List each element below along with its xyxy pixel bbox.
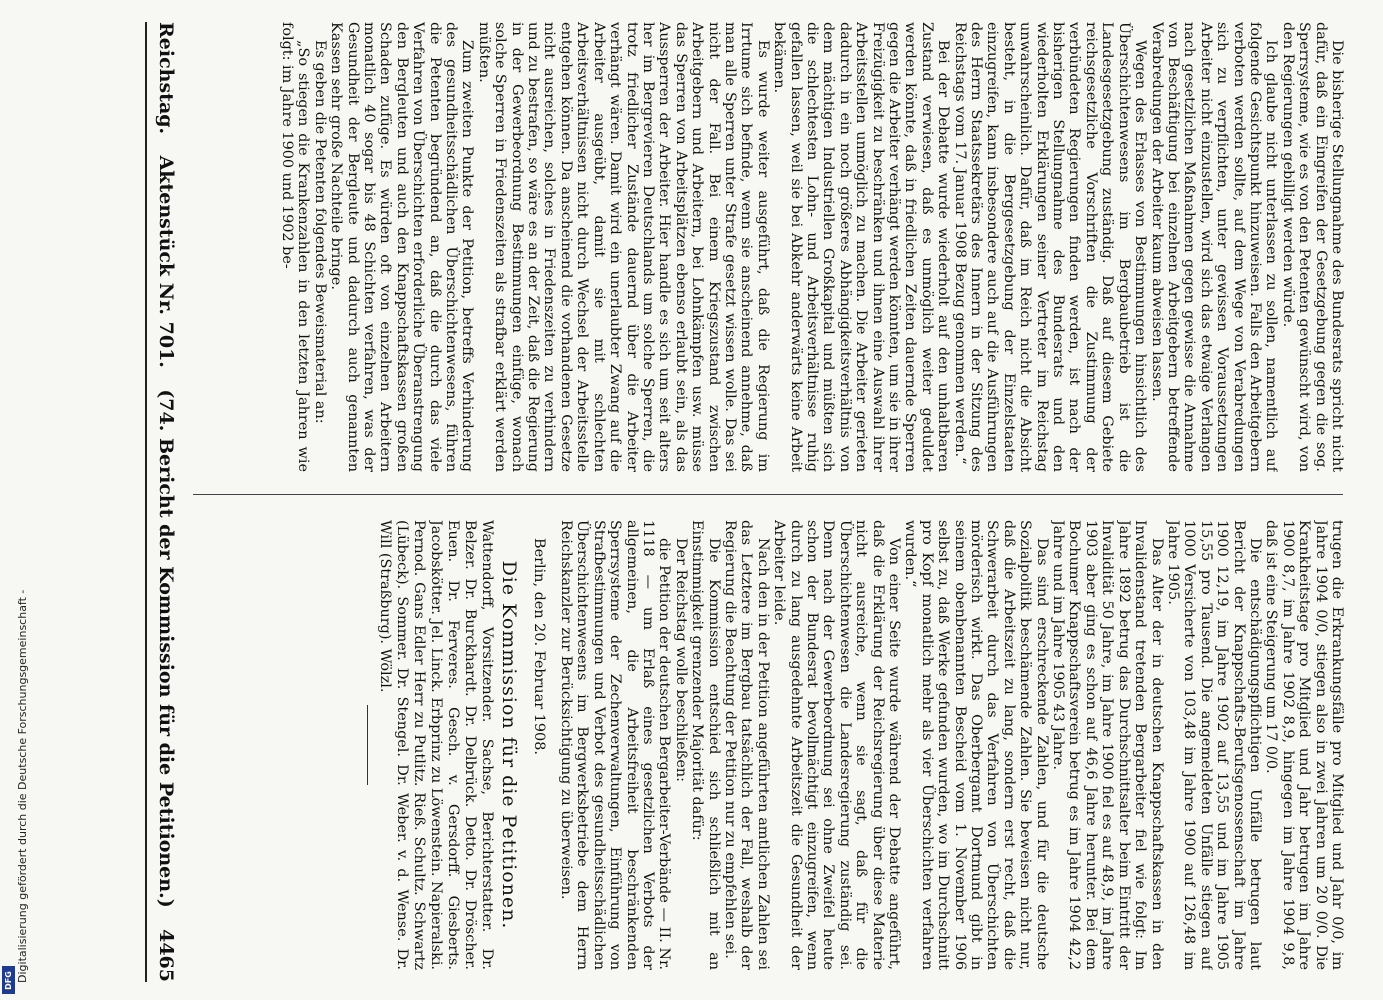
left-column: [187, 22, 1345, 472]
signature-title: Die Kommission für die Petitionen.: [498, 560, 521, 930]
paragraph: Es geben die Petenten folgendes Beweismaterial an:: [311, 40, 328, 424]
dfg-logo: DFG: [2, 966, 15, 994]
header-report-title: (74. Bericht der Kommission für die Petitionen.): [155, 389, 177, 908]
header-reichstag: Reichstag.: [155, 22, 177, 135]
paragraph: Die bisherige Stellungnahme des Bundesrats spricht nicht dafür, daß ein Eingreifen der Gesetzgebung gegen die sog. Sperrsysteme, wie es von den Petenten gewünscht wird, von den Regierungen gebilligt werden würde.: [1279, 22, 1345, 472]
paragraph: Das Alter der in deutschen Knappschaftskassen in den Invalidenstand tretenden Bergarbeiter fiel wie folgt: Im Jahre 1892 betrug das Durchschnittsalter beim Eintritt der Invalidität 50 Jahre, im Jahre 1900 fiel es auf 48,9, im Jahre 1903 aber ging es schon auf 46,6 Jahre herunter. Bei dem Bochumer Knappschaftsverein betrug es im Jahre 1904 42,2 Jahre und im Jahre 1905 43 Jahre.: [1050, 520, 1165, 970]
paragraph: Das sind erschreckende Zahlen, und für die deutsche Sozialpolitik beschämende Zahlen. Sie beweisen nicht nur, daß die Arbeitszeit zu lang, sondern erst recht, daß die Schwerarbeit durch das Verfahren von Überschichten mörderisch wirkt. Das Oberbergamt Dortmund gibt in seinem obenbenannten Bescheid vom 1. November 1906 selbst zu, daß Werke gefunden wurden, wo im Durchschnitt pro Kopf monatlich mehr als vier Überschichten verfahren wurden.“: [902, 520, 1050, 970]
header-rule: [145, 22, 147, 982]
header-document-number: Aktenstück Nr. 701.: [155, 155, 177, 368]
paragraph: „So stiegen die Krankenzahlen in den letzten Jahren wie folgt: im Jahre 1900 und 1902 be-: [279, 22, 312, 472]
paragraph: Wegen des Erlasses von Bestimmungen hinsichtlich des Überschichtenwesens im Bergbaubetrieb ist die Landesgesetzgebung zuständig. Daß auf diesem Gebiete reichsgesetzliche Vorschriften die Zustimmung der verbündeten Regierungen finden werden, ist nach der bisherigen Stellungnahme des Bundesrats und den wiederholten Erklärungen seiner Vertreter im Reichstag unwahrscheinlich. Dafür, daß im Reich nicht die Absicht besteht, in die Berggesetzgebung der Einzelstaaten einzugreifen, kann insbesondere auch auf die Ausführungen des Herrn Staatssekretärs des Innern in der Sitzung des Reichstags vom 17. Januar 1908 Bezug genommen werden.“: [951, 22, 1149, 472]
paragraph: Zum zweiten Punkte der Petition, betreffs Verhinderung des gesundheitsschädlichen Überschichtenwesens, führen die Petenten begründend an, daß die durch das viele Verfahren von Überschichten erforderliche Überanstrengung den Bergleuten und auch den Knappschaftskassen großen Schaden zufüge. Es würden oft von einzelnen Arbeitern monatlich 40 sogar bis 48 Schichten verfahren, was der Gesundheit der Bergleute und dadurch auch genannten Kassen sehr große Nachteile bringe.: [328, 22, 476, 472]
paragraph: Von einer Seite wurde während der Debatte angeführt, daß die Erklärung der Reichsregierung über diese Materie nicht ausreiche, wenn sie sagt, daß für die Überschichtenwesen die Landesregierung zuständig sei. Denn nach der Gewerbeordnung sei ohne Zweifel heute schon der Bundesrat bevollmächtigt einzugreifen, wenn durch zu lang ausgedehnte Arbeitszeit die Gesundheit der Arbeiter leide.: [771, 520, 903, 970]
paragraph: Nach den in der Petition angeführten amtlichen Zahlen sei das Letztere im Bergbau tatsächlich der Fall, weshalb der Regierung die Beachtung der Petition nur zu empfehlen sei.: [721, 520, 771, 970]
paragraph: Die entschädigungspflichtigen Unfälle betrugen laut Bericht der Knappschafts-Berufsgenossenschaft im Jahre 1900 12,19, im Jahre 1902 auf 13,55 und im Jahre 1905 15,55 pro Tausend. Die angemeldeten Unfälle stiegen auf 1000 Versicherte von 103,48 im Jahre 1900 auf 126,48 im Jahre 1905.: [1164, 520, 1263, 970]
paragraph: Ich glaube nicht unterlassen zu sollen, namentlich auf folgende Gesichtspunkt hinzuweisen. Falls den Arbeitgebern verboten werden sollte, auf dem Wege von Verabredungen sich zu verpflichten, unter gewissen Voraussetzungen Arbeiter nicht einzustellen, wird sich das etwaige Verlangen nach gesetzlichen Maßnahmen gegen gewisse die Annahme von Beschäftigung bei einzelnen Arbeitgebern betreffende Verabredungen der Arbeiter kaum abweisen lassen.: [1148, 22, 1280, 472]
page-header: [151, 22, 181, 982]
footer-strip: [2, 0, 29, 1000]
resolution-text: die Petition der deutschen Bergarbeiter-Verbände — II. Nr. 1118 — um Erlaß eines gesetzlichen Verbots der allgemeinen, die Arbeitsfreiheit beschränkenden Sperrsysteme der Zechenverwaltungen, Einführung von Strafbestimmungen und Verbot des gesundheitsschädlichen Überschichtenwesens im Bergwerksbetriebe dem Herrn Reichskanzler zur Berücksichtigung zu überweisen.: [557, 520, 673, 970]
column-divider: [193, 494, 1343, 495]
end-rule: [367, 705, 368, 785]
paragraph: Die Kommission entschied sich schließlich mit an Einstimmigkeit grenzender Majorität dafür:: [689, 520, 722, 970]
resolution-heading: Der Reichstag wolle beschließen:: [672, 538, 689, 783]
right-column: [187, 520, 1345, 970]
paragraph: Bei der Debatte wurde wiederholt auf den unhaltbaren Zustand verwiesen, daß es unmöglich weiter geduldet werden könnte, daß in friedlichen Zeiten dauernde Sperren gegen die Arbeiter verhängt werden könnten, um sie in ihrer Freizügigkeit zu beschränken und ihnen eine Auswahl ihrer Arbeitsstellen unmöglich zu machen. Die Arbeiter gerieten dadurch in ein noch größeres Abhängigkeitsverhältnis von dem mächtigen Industriellen Großkapital und müßten sich die schlechtesten Lohn- und Arbeitsverhältnisse ruhig gefallen lassen, weil sie bei Abkehr anderwärts keine Arbeit bekämen.: [771, 22, 952, 472]
paragraph: Es wurde weiter ausgeführt, daß die Regierung im Irrtume sich befinde, wenn sie anscheinend annehme, daß man alle Sperren unter Strafe gesetzt wissen wolle. Das sei nicht der Fall. Bei einem Kriegszustand zwischen Arbeitgebern und Arbeitern, bei Lohnkämpfen usw. müsse das Sperren von Arbeitsplätzen ebenso erlaubt sein, als das Aussperren der Arbeiter. Hier handle es sich um seit alters her im Bergrevieren Deutschlands um solche Sperren, die trotz friedlicher Zustände dauernd über die Arbeiter verhängt wären. Damit wird ein unerlaubter Zwang auf die Arbeiter ausgeübt, damit sie mit schlechten Arbeitsverhältnissen nicht durch Wechsel der Arbeitsstelle entgehen können. Da anscheinend die vorhandenen Gesetze nicht ausreichen, solches in Friedenszeiten zu verhindern und zu bestrafen, so wäre es an der Zeit, daß die Regierung in der Gewerbeordnung Bestimmungen einfüge, wonach solche Sperren in Friedenszeiten als strafbar erklärt werden müßten.: [475, 22, 771, 472]
page-number: 4465: [155, 929, 177, 982]
signature-date: Berlin, den 20. Februar 1908.: [531, 538, 548, 755]
digitization-credit: Digitalisierung gefördert durch die Deutsche Forschungsgemeinschaft -: [16, 589, 29, 983]
commission-members: Wattendorff, Vorsitzender. Sachse, Berichterstatter. Dr. Belzer. Dr. Burckhardt. Dr. Delbrück. Detto. Dr. Dröscher. Euen. Dr. Ferveres. Gesch. v. Gersdorff. Giesberts. Jacobskötter. Jel. Linck. Erbprinz zu Löwenstein. Napieralski. Pernod. Gans Edler Herr zu Putlitz. Rieß. Schultz. Schwartz (Lübeck). Sommer. Dr. Stengel. Dr. Weber. v. d. Wense. Dr. Will (Straßburg). Wölzl.: [376, 520, 495, 970]
paragraph: trugen die Erkrankungsfälle pro Mitglied und Jahr 0/0, im Jahre 1904 0/0, stiegen also in zwei Jahren um 20 0/0. Die Krankheitstage pro Mitglied und Jahr betrugen im Jahre 1900 8,7, im Jahre 1902 8,9, hingegen im Jahre 1904 9,8, daß ist eine Steigerung um 17 0/0.: [1263, 520, 1345, 970]
